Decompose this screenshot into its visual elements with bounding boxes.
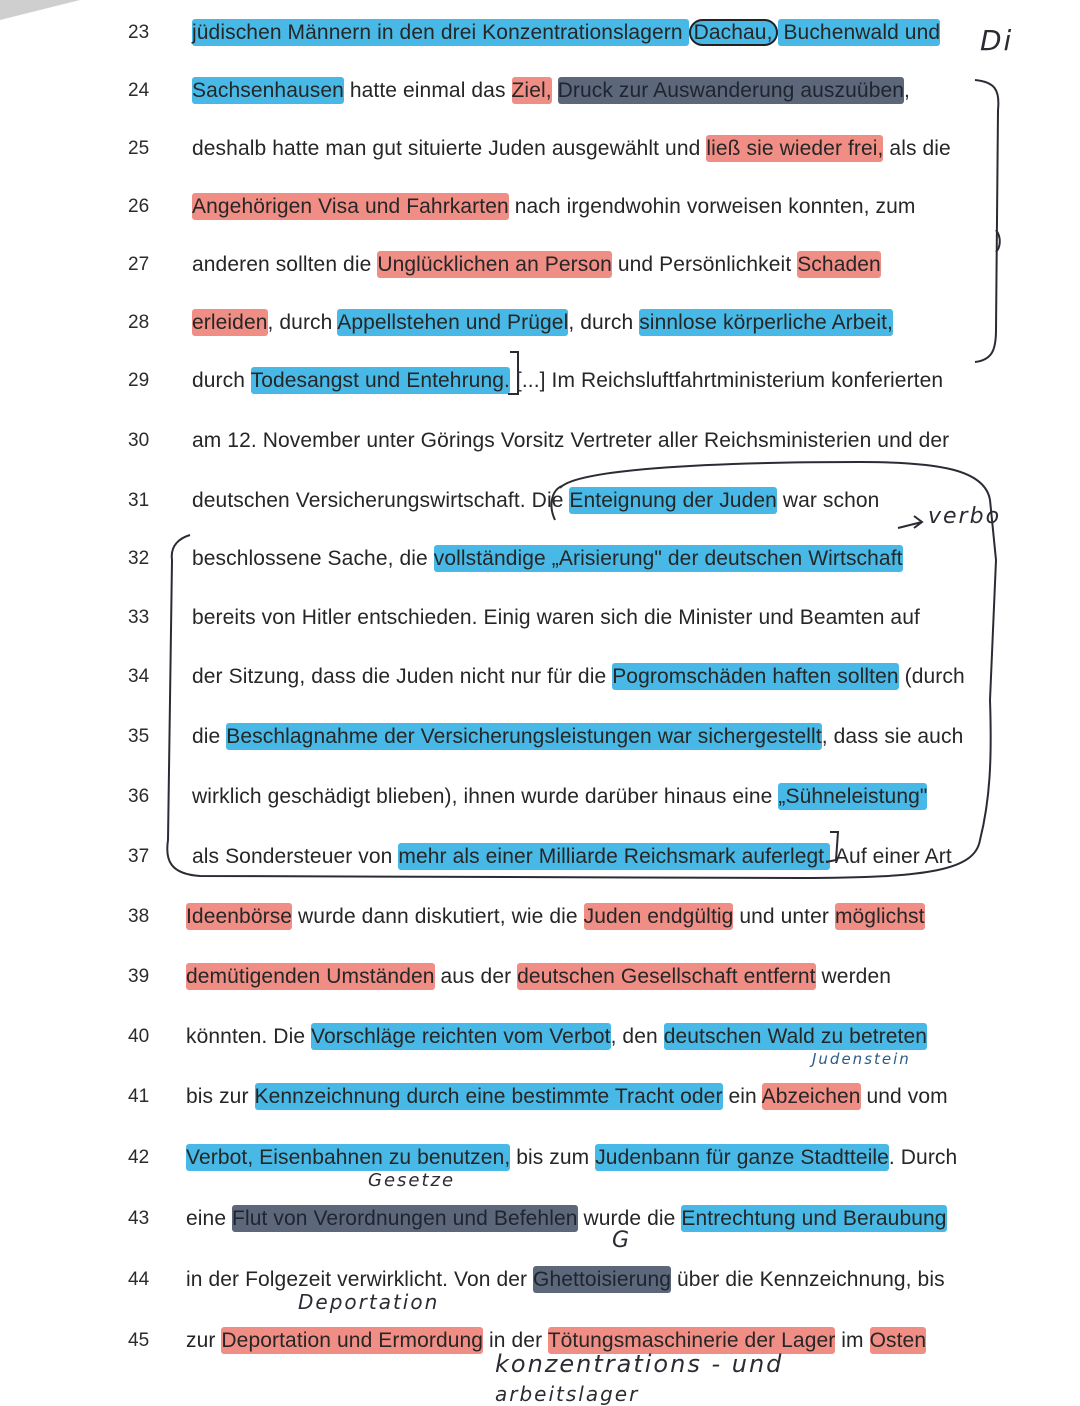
text-segment: anderen sollten die: [192, 253, 378, 276]
highlight-blue: Enteignung der Juden: [569, 489, 777, 512]
text-segment: ein: [722, 1085, 762, 1108]
line-number: 35: [128, 726, 150, 747]
highlight-blue: jüdischen Männern in den drei Konzentrationslagern: [192, 21, 689, 44]
text-segment: , durch: [568, 311, 640, 334]
line-number: 44: [128, 1269, 150, 1290]
handwritten-deportation: Deportation: [298, 1290, 440, 1314]
handwritten-di: Di: [980, 24, 1014, 57]
handwritten-arbeitslager: arbeitslager: [495, 1382, 640, 1406]
highlight-red: Deportation und Ermordung: [221, 1329, 484, 1352]
line-number: 38: [128, 906, 150, 927]
text-segment: die: [192, 725, 227, 748]
text-segment: könnten. Die: [186, 1025, 312, 1048]
text-segment: ,: [904, 79, 910, 102]
text-segment: am 12. November unter Görings Vorsitz Vertreter aller Reichsministerien und der: [192, 429, 950, 452]
text-segment: , den: [610, 1025, 664, 1048]
text-segment: in der Folgezeit verwirklicht. Von der: [186, 1268, 534, 1291]
highlight-dark: Flut von Verordnungen und Befehlen: [232, 1207, 578, 1230]
highlight-blue: Appellstehen und Prügel: [337, 311, 569, 334]
text-segment: . Durch: [888, 1146, 958, 1169]
text-segment: bis zum: [510, 1146, 596, 1169]
text-segment: (durch: [898, 665, 965, 688]
box-loop-lines-31-37: [167, 462, 996, 878]
highlight-blue: vollständige „Arisierung" der deutschen Wirtschaft: [433, 547, 903, 570]
text-segment: über die Kennzeichnung, bis: [671, 1268, 945, 1291]
line-number: 39: [128, 966, 150, 987]
line-number: 27: [128, 254, 150, 275]
handwritten-verbo: verbo: [928, 504, 1002, 529]
highlight-red: Abzeichen: [761, 1085, 861, 1108]
text-segment: Auf einer Art: [830, 845, 952, 868]
highlight-blue: mehr als einer Milliarde Reichsmark auferlegt.: [398, 845, 831, 868]
text-segment: und unter: [733, 905, 835, 928]
highlight-red: Ideenbörse: [186, 905, 293, 928]
highlight-red: demütigenden Umständen: [186, 965, 435, 988]
text-segment: in der: [483, 1329, 548, 1352]
highlight-red: erleiden: [192, 311, 268, 334]
bracket-line-37: [826, 832, 838, 862]
highlight-blue: Pogromschäden haften sollten: [612, 665, 899, 688]
text-segment: , dass sie auch: [821, 725, 964, 748]
text-segment: deshalb hatte man gut situierte Juden ausgewählt und: [192, 137, 707, 160]
line-number: 34: [128, 666, 150, 687]
line-number: 32: [128, 548, 150, 569]
highlight-red: Osten: [869, 1329, 927, 1352]
line-number: 23: [128, 22, 150, 43]
text-segment: deutschen Versicherungswirtschaft. Die: [192, 489, 570, 512]
highlight-red: Schaden: [797, 253, 881, 276]
line-number: 25: [128, 138, 150, 159]
text-segment: , durch: [267, 311, 338, 334]
text-segment: war schon: [776, 489, 880, 512]
highlight-blue: Buchenwald und: [777, 21, 941, 44]
line-number: 28: [128, 312, 150, 333]
text-segment: zur: [186, 1329, 222, 1352]
highlight-dark: Ghettoisierung: [533, 1268, 672, 1291]
handwritten-konzentrations: konzentrations - und: [495, 1350, 784, 1378]
handwritten-gesetze: Gesetze: [368, 1170, 456, 1191]
text-segment: und Persönlichkeit: [611, 253, 798, 276]
highlight-blue: sinnlose körperliche Arbeit,: [639, 311, 893, 334]
text-segment: der Sitzung, dass die Juden nicht nur für die: [192, 665, 613, 688]
line-number: 37: [128, 846, 150, 867]
highlight-red: Unglücklichen an Person: [377, 253, 612, 276]
line-number: 40: [128, 1026, 150, 1047]
highlight-red: Ziel,: [511, 79, 552, 102]
highlight-blue: deutschen Wald zu betreten: [663, 1025, 928, 1048]
text-segment: beschlossene Sache, die: [192, 547, 434, 570]
line-number: 31: [128, 490, 150, 511]
highlight-blue: Sachsenhausen: [192, 79, 344, 102]
text-segment: als die: [883, 137, 951, 160]
text-segment: werden: [815, 965, 892, 988]
text-segment: wirklich geschädigt blieben), ihnen wurde darüber hinaus eine: [192, 785, 779, 808]
text-segment: bereits von Hitler entschieden. Einig waren sich die Minister und Beamten auf: [192, 606, 920, 629]
line-number: 24: [128, 80, 150, 101]
highlight-red: Angehörigen Visa und Fahrkarten: [192, 195, 509, 218]
line-number: 41: [128, 1086, 150, 1107]
highlight-blue: „Sühneleistung": [778, 785, 928, 808]
handwritten-judenstern: Judenstein: [812, 1050, 911, 1068]
highlight-red: Juden endgültig: [583, 905, 734, 928]
highlight-blue: Todesangst und Entehrung.: [250, 369, 510, 392]
text-segment: als Sondersteuer von: [192, 845, 399, 868]
line-number: 30: [128, 430, 150, 451]
bracket-line-29: [508, 352, 518, 394]
box-loop-start: [551, 486, 562, 520]
text-segment: [...] Im Reichsluftfahrtministerium konferierten: [509, 369, 944, 392]
highlight-blue: Beschlagnahme der Versicherungsleistungen war sichergestellt: [226, 725, 822, 748]
highlight-blue: Judenbann für ganze Stadtteile: [595, 1146, 889, 1169]
highlight-red: ließ sie wieder frei,: [706, 137, 884, 160]
line-number: 43: [128, 1208, 150, 1229]
highlight-blue: Kennzeichnung durch eine bestimmte Tracht oder: [254, 1085, 723, 1108]
arrow-verbo: [898, 516, 922, 528]
text-segment: aus der: [434, 965, 518, 988]
highlight-blue: Verbot, Eisenbahnen zu benutzen,: [186, 1146, 511, 1169]
highlight-blue: Entrechtung und Beraubung: [681, 1207, 947, 1230]
text-segment: wurde die: [577, 1207, 682, 1230]
text-segment: im: [835, 1329, 870, 1352]
line-number: 42: [128, 1147, 150, 1168]
highlight-red: deutschen Gesellschaft entfernt: [517, 965, 816, 988]
highlight-blue: Vorschläge reichten vom Verbot: [311, 1025, 611, 1048]
text-segment: nach irgendwohin vorweisen konnten, zum: [508, 195, 916, 218]
text-segment: hatte einmal das: [343, 79, 512, 102]
handwritten-g-mark: G: [612, 1228, 632, 1253]
text-segment: bis zur: [186, 1085, 255, 1108]
highlight-red: möglichst: [834, 905, 925, 928]
text-segment: wurde dann diskutiert, wie die: [292, 905, 584, 928]
line-number: 45: [128, 1330, 150, 1351]
highlight-dark: Druck zur Auswanderung auszuüben: [557, 79, 905, 102]
text-segment: durch: [192, 369, 251, 392]
line-number: 33: [128, 607, 150, 628]
bracket-right-lines-24-29: [975, 80, 998, 362]
highlight-blue: Dachau,: [689, 19, 778, 46]
line-number: 36: [128, 786, 150, 807]
text-segment: und vom: [860, 1085, 948, 1108]
highlight-red: Tötungsmaschinerie der Lager: [547, 1329, 836, 1352]
line-number: 29: [128, 370, 150, 391]
line-number: 26: [128, 196, 150, 217]
text-segment: eine: [186, 1207, 233, 1230]
